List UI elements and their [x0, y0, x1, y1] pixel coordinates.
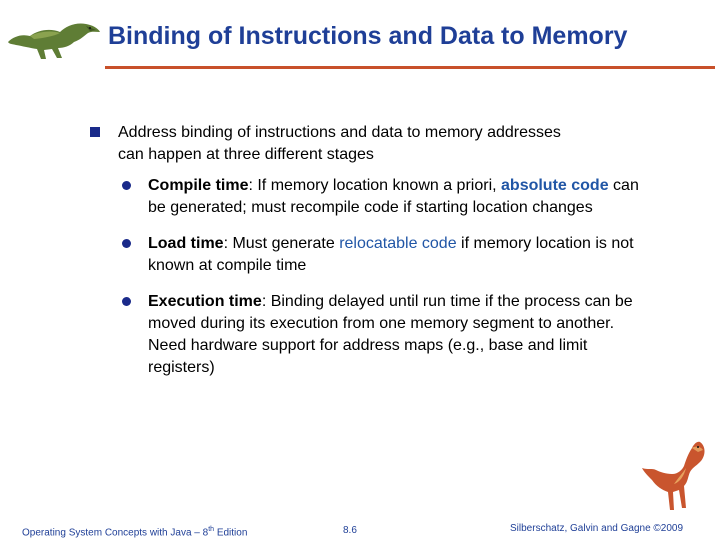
sub-bullet-compile-time — [120, 175, 650, 219]
load-time-text-end: if memory location is not known at compile time — [148, 235, 634, 274]
footer-copyright: Silberschatz, Galvin and Gagne ©2009 — [510, 523, 684, 534]
footer-edition-text: Edition — [214, 527, 248, 539]
term-relocatable-code: relocatable code — [339, 235, 457, 252]
square-bullet-icon — [90, 127, 100, 137]
sub-bullet-load-time — [120, 233, 650, 277]
term-load-time: Load time — [148, 235, 224, 252]
term-compile-time: Compile time — [148, 177, 249, 194]
sub-bullet-execution-time — [120, 291, 650, 379]
load-time-text: : Must generate — [223, 235, 340, 252]
page-number: 8.6 — [343, 525, 357, 536]
circle-bullet-icon — [122, 239, 131, 248]
dinosaur-icon — [4, 12, 104, 62]
main-bullet-line-2: can happen at three different stages — [118, 146, 374, 163]
main-bullet-line-1: Address binding of instructions and data to memory addresses — [118, 124, 561, 141]
compile-time-text: : If memory location known a priori, — [248, 177, 502, 194]
footer-book-title — [22, 526, 247, 538]
title-divider — [105, 66, 715, 69]
slide-title: Binding of Instructions and Data to Memory — [108, 22, 628, 50]
term-execution-time: Execution time — [148, 293, 262, 310]
circle-bullet-icon — [122, 297, 131, 306]
execution-time-text: : Binding delayed until run time if the process can be moved during its execution from one memory segment to another. Need hardware support for address maps (e.g., base and limit registers) — [148, 293, 633, 376]
term-absolute-code: absolute code — [501, 177, 609, 194]
footer-edition-sup: th — [208, 526, 215, 533]
circle-bullet-icon — [122, 181, 131, 190]
main-bullet — [90, 122, 650, 166]
slide-content — [90, 122, 650, 379]
dinosaur-icon — [640, 438, 710, 524]
footer-book-title-text: Operating System Concepts with Java – 8 — [22, 527, 209, 539]
compile-time-text-end: can be generated; must recompile code if starting location changes — [148, 177, 639, 216]
